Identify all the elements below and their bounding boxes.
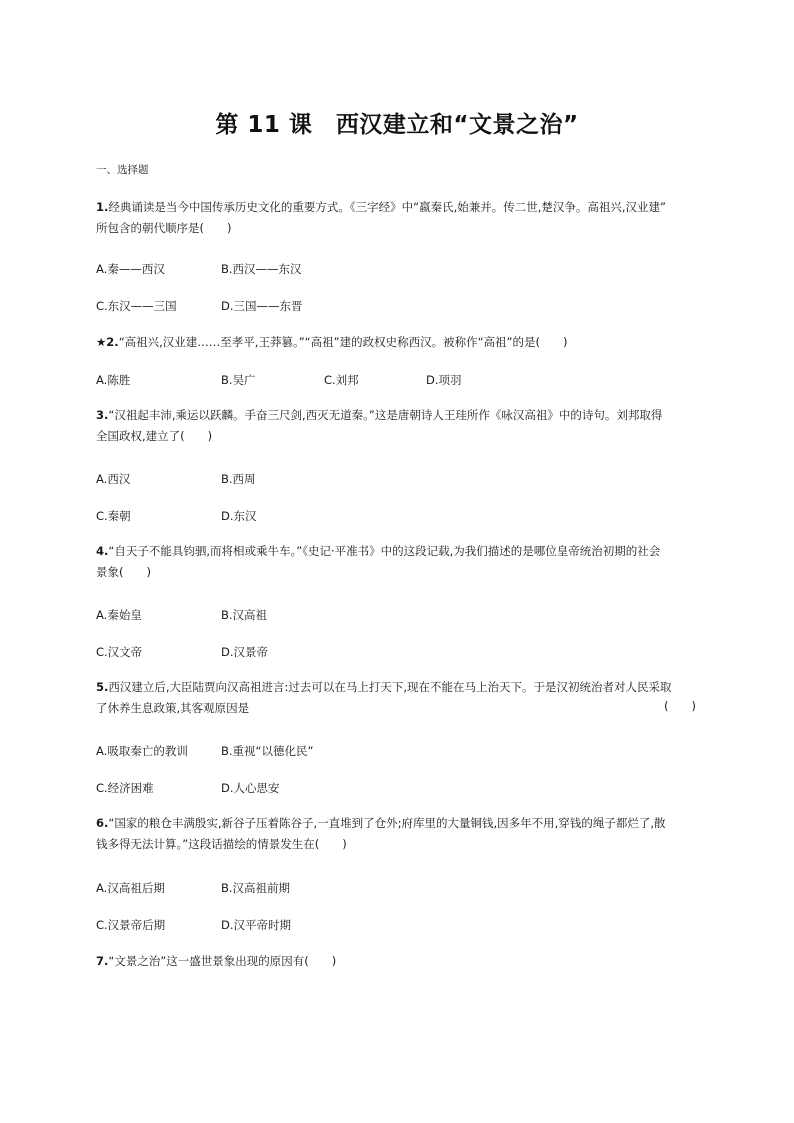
question-line: 所包含的朝代顺序是( )	[96, 221, 232, 235]
option-a[interactable]: A.吸取秦亡的教训	[96, 744, 188, 758]
question-number: 1.	[96, 200, 109, 214]
option-c[interactable]: C.汉文帝	[96, 645, 143, 659]
answer-blank: ( )	[664, 699, 696, 713]
question-line: 全国政权,建立了( )	[96, 429, 213, 443]
option-a[interactable]: A.秦——西汉	[96, 262, 165, 276]
question-line: 5.西汉建立后,大臣陆贾向汉高祖进言:过去可以在马上打天下,现在不能在马上治天下。于是汉初统治者对人民采取	[96, 680, 672, 694]
section-heading: 一、选择题	[96, 164, 149, 176]
option-b[interactable]: B.吴广	[221, 373, 256, 387]
question-line: ★2.“高祖兴,汉业建……至孝平,王莽篡。”“高祖”建的政权史称西汉。被称作“高祖”的是( )	[96, 335, 568, 349]
option-d[interactable]: D.人心思安	[221, 781, 280, 795]
option-c[interactable]: C.秦朝	[96, 509, 131, 523]
option-a[interactable]: A.汉高祖后期	[96, 881, 165, 895]
option-d[interactable]: D.三国——东晋	[221, 299, 303, 313]
question-number: 3.	[96, 408, 109, 422]
question-6	[96, 813, 696, 855]
option-c[interactable]: C.东汉——三国	[96, 299, 177, 313]
question-line: 4.“自天子不能具钧驷,而将相或乘牛车。”《史记·平准书》中的这段记载,为我们描述的是哪位皇帝统治初期的社会	[96, 544, 661, 558]
question-2	[96, 332, 696, 353]
option-d[interactable]: D.东汉	[221, 509, 257, 523]
option-a[interactable]: A.陈胜	[96, 373, 131, 387]
question-number: 5.	[96, 680, 109, 694]
question-4	[96, 541, 696, 583]
question-number: ★2.	[96, 335, 119, 349]
question-line: 钱多得无法计算。”这段话描绘的情景发生在( )	[96, 837, 347, 851]
question-line: 6.“国家的粮仓丰满殷实,新谷子压着陈谷子,一直堆到了仓外;府库里的大量铜钱,因多年不用,穿钱的绳子都烂了,散	[96, 816, 666, 830]
option-c[interactable]: C.汉景帝后期	[96, 918, 166, 932]
option-d[interactable]: D.汉平帝时期	[221, 918, 292, 932]
question-line: 3.“汉祖起丰沛,乘运以跃麟。手奋三尺剑,西灭无道秦。”这是唐朝诗人王珪所作《咏汉高祖》中的诗句。刘邦取得	[96, 408, 663, 422]
option-c[interactable]: C.刘邦	[324, 373, 359, 387]
question-line: 7.“文景之治”这一盛世景象出现的原因有( )	[96, 954, 337, 968]
question-line: 1.经典诵读是当今中国传承历史文化的重要方式。《三字经》中“嬴秦氏,始兼并。传二世,楚汉争。高祖兴,汉业建”	[96, 200, 667, 214]
question-1	[96, 197, 696, 239]
option-a[interactable]: A.西汉	[96, 472, 131, 486]
question-5	[96, 677, 696, 719]
page-title: 第 11 课 西汉建立和“文景之治”	[215, 112, 579, 138]
option-b[interactable]: B.汉高祖前期	[221, 881, 291, 895]
option-b[interactable]: B.西周	[221, 472, 256, 486]
option-a[interactable]: A.秦始皇	[96, 608, 142, 622]
option-c[interactable]: C.经济困难	[96, 781, 154, 795]
option-d[interactable]: D.汉景帝	[221, 645, 269, 659]
question-line: 了休养生息政策,其客观原因是	[96, 701, 250, 715]
option-d[interactable]: D.项羽	[426, 373, 462, 387]
option-b[interactable]: B.汉高祖	[221, 608, 268, 622]
option-b[interactable]: B.重视“以德化民”	[221, 744, 314, 758]
question-3	[96, 405, 696, 447]
question-number: 6.	[96, 816, 109, 830]
question-7	[96, 951, 696, 972]
option-b[interactable]: B.西汉——东汉	[221, 262, 302, 276]
question-line: 景象( )	[96, 565, 151, 579]
question-number: 7.	[96, 954, 109, 968]
question-number: 4.	[96, 544, 109, 558]
